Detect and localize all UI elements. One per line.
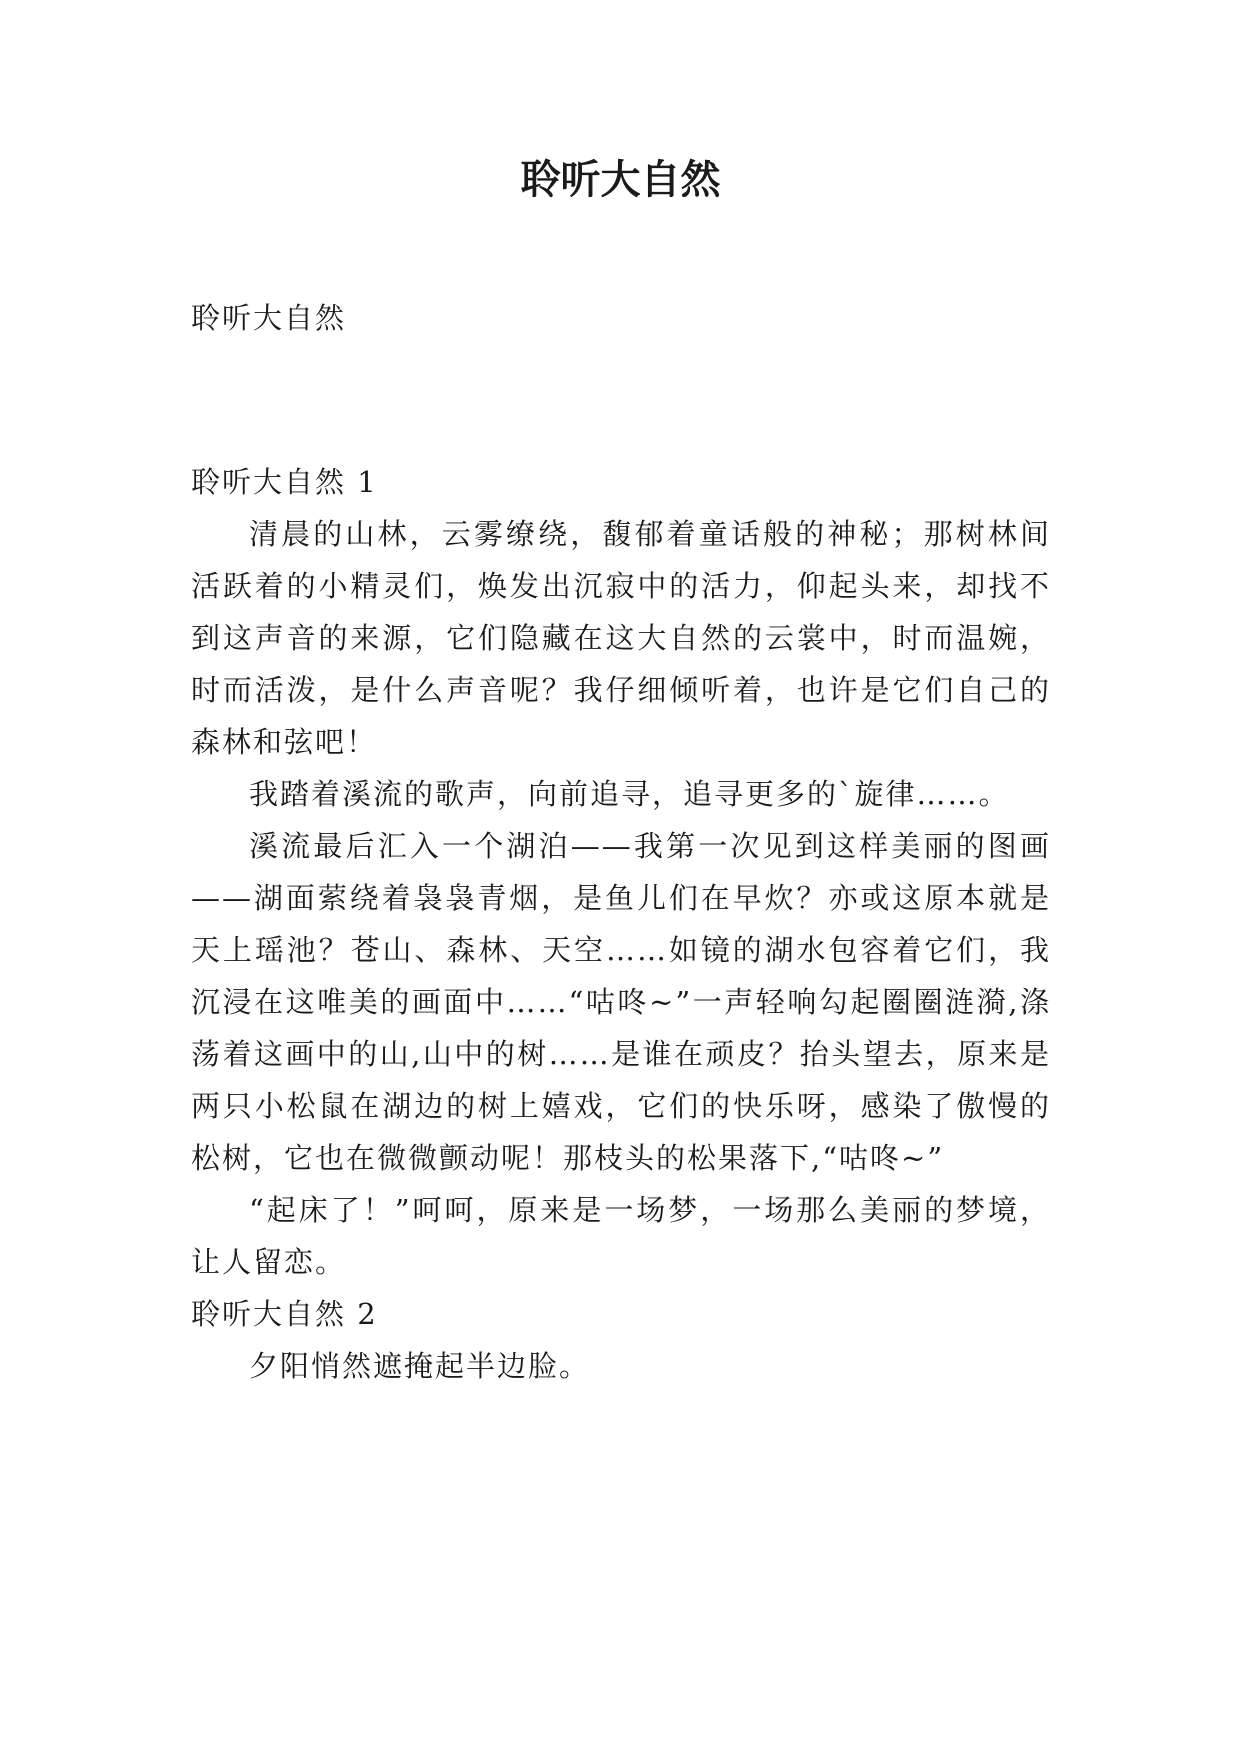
document-title: 聆听大自然 (520, 156, 721, 203)
document-subtitle: 聆听大自然 (191, 301, 347, 335)
paragraph: 夕阳悄然遮掩起半边脸。 (249, 1349, 591, 1383)
section-2 (191, 1288, 1051, 1392)
document-body (191, 292, 1051, 1392)
section-heading: 聆听大自然 1 (191, 465, 378, 499)
paragraph: “起床了！”呵呵，原来是一场梦，一场那么美丽的梦境，让人留恋。 (191, 1193, 1051, 1279)
paragraph: 我踏着溪流的歌声，向前追寻，追寻更多的`旋律……。 (249, 777, 1010, 811)
section-heading: 聆听大自然 2 (191, 1297, 378, 1331)
paragraph: 溪流最后汇入一个湖泊——我第一次见到这样美丽的图画——湖面萦绕着袅袅青烟，是鱼儿们在早炊？亦或这原本就是天上瑶池？苍山、森林、天空……如镜的湖水包容着它们，我沉浸在这唯美的画面中……“咕咚~”一声轻响勾起圈圈涟漪,涤荡着这画中的山,山中的树……是谁在顽皮？抬头望去，原来是两只小松鼠在湖边的树上嬉戏，它们的快乐呀，感染了傲慢的松树，它也在微微颤动呢！那枝头的松果落下,“咕咚~” (191, 829, 1051, 1175)
paragraph: 清晨的山林，云雾缭绕，馥郁着童话般的神秘；那树林间活跃着的小精灵们，焕发出沉寂中的活力，仰起头来，却找不到这声音的来源，它们隐藏在这大自然的云裳中，时而温婉，时而活泼，是什么声音呢？我仔细倾听着，也许是它们自己的森林和弦吧！ (191, 517, 1051, 759)
section-1 (191, 456, 1051, 1288)
